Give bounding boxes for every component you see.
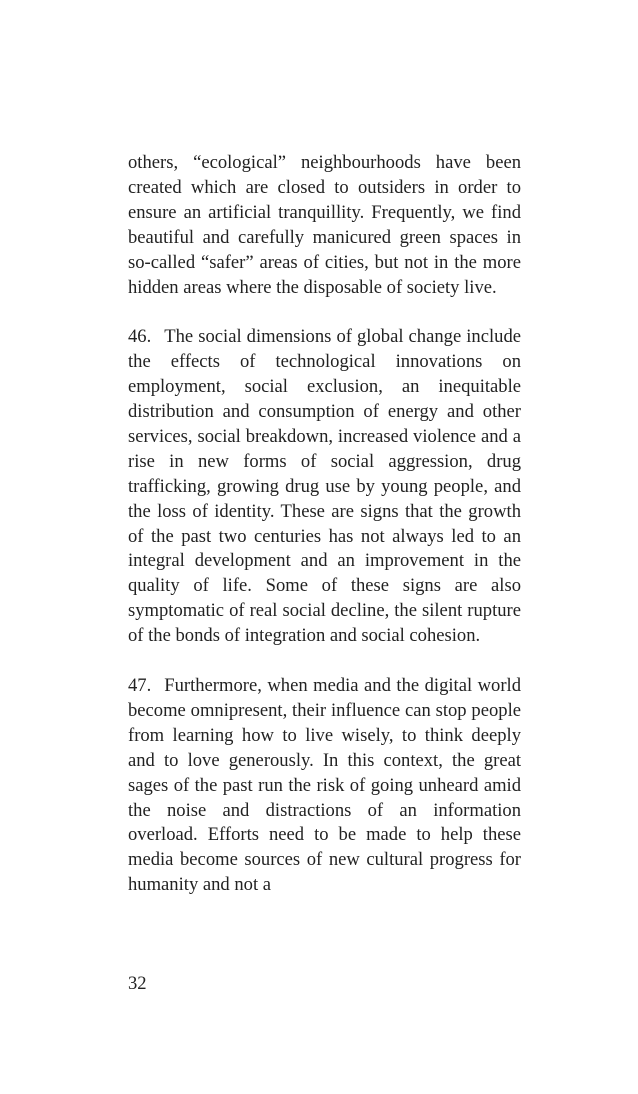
paragraph-continued	[128, 151, 521, 300]
paragraph-number: 47.	[128, 675, 152, 696]
page-number: 32	[128, 973, 147, 994]
body-text	[128, 151, 521, 898]
paragraph-text: Furthermore, when media and the digital world become omnipresent, their influence can stop people from learning how to live wisely, to think deeply and to love generously. In this context, the great sages of the past run the risk of going unheard amid the noise and distractions of an information overload. Efforts need to be made to help these media become sources of new cultural progress for humanity and not a	[128, 675, 521, 896]
paragraph-47	[128, 674, 521, 898]
paragraph-text: others, “ecological” neighbourhoods have been created which are closed to outsiders in order to ensure an artificial tranquillity. Frequently, we find beautiful and carefully manicured green spaces in so-called “safer” areas of cities, but not in the more hidden areas where the disposable of society live.	[128, 152, 521, 298]
paragraph-number: 46.	[128, 326, 152, 348]
paragraph-text: The social dimensions of global change include the effects of technological innovations on employment, social exclusion, an inequitable distribution and consumption of energy and other services, social breakdown, increased violence and a rise in new forms of social aggression, drug trafficking, growing drug use by young people, and the loss of identity. These are signs that the growth of the past two centuries has not always led to an integral development and an improvement in the quality of life. Some of these signs are also symptomatic of real social decline, the silent rupture of the bonds of integration and social cohesion.	[128, 326, 521, 647]
paragraph-46	[128, 325, 521, 649]
